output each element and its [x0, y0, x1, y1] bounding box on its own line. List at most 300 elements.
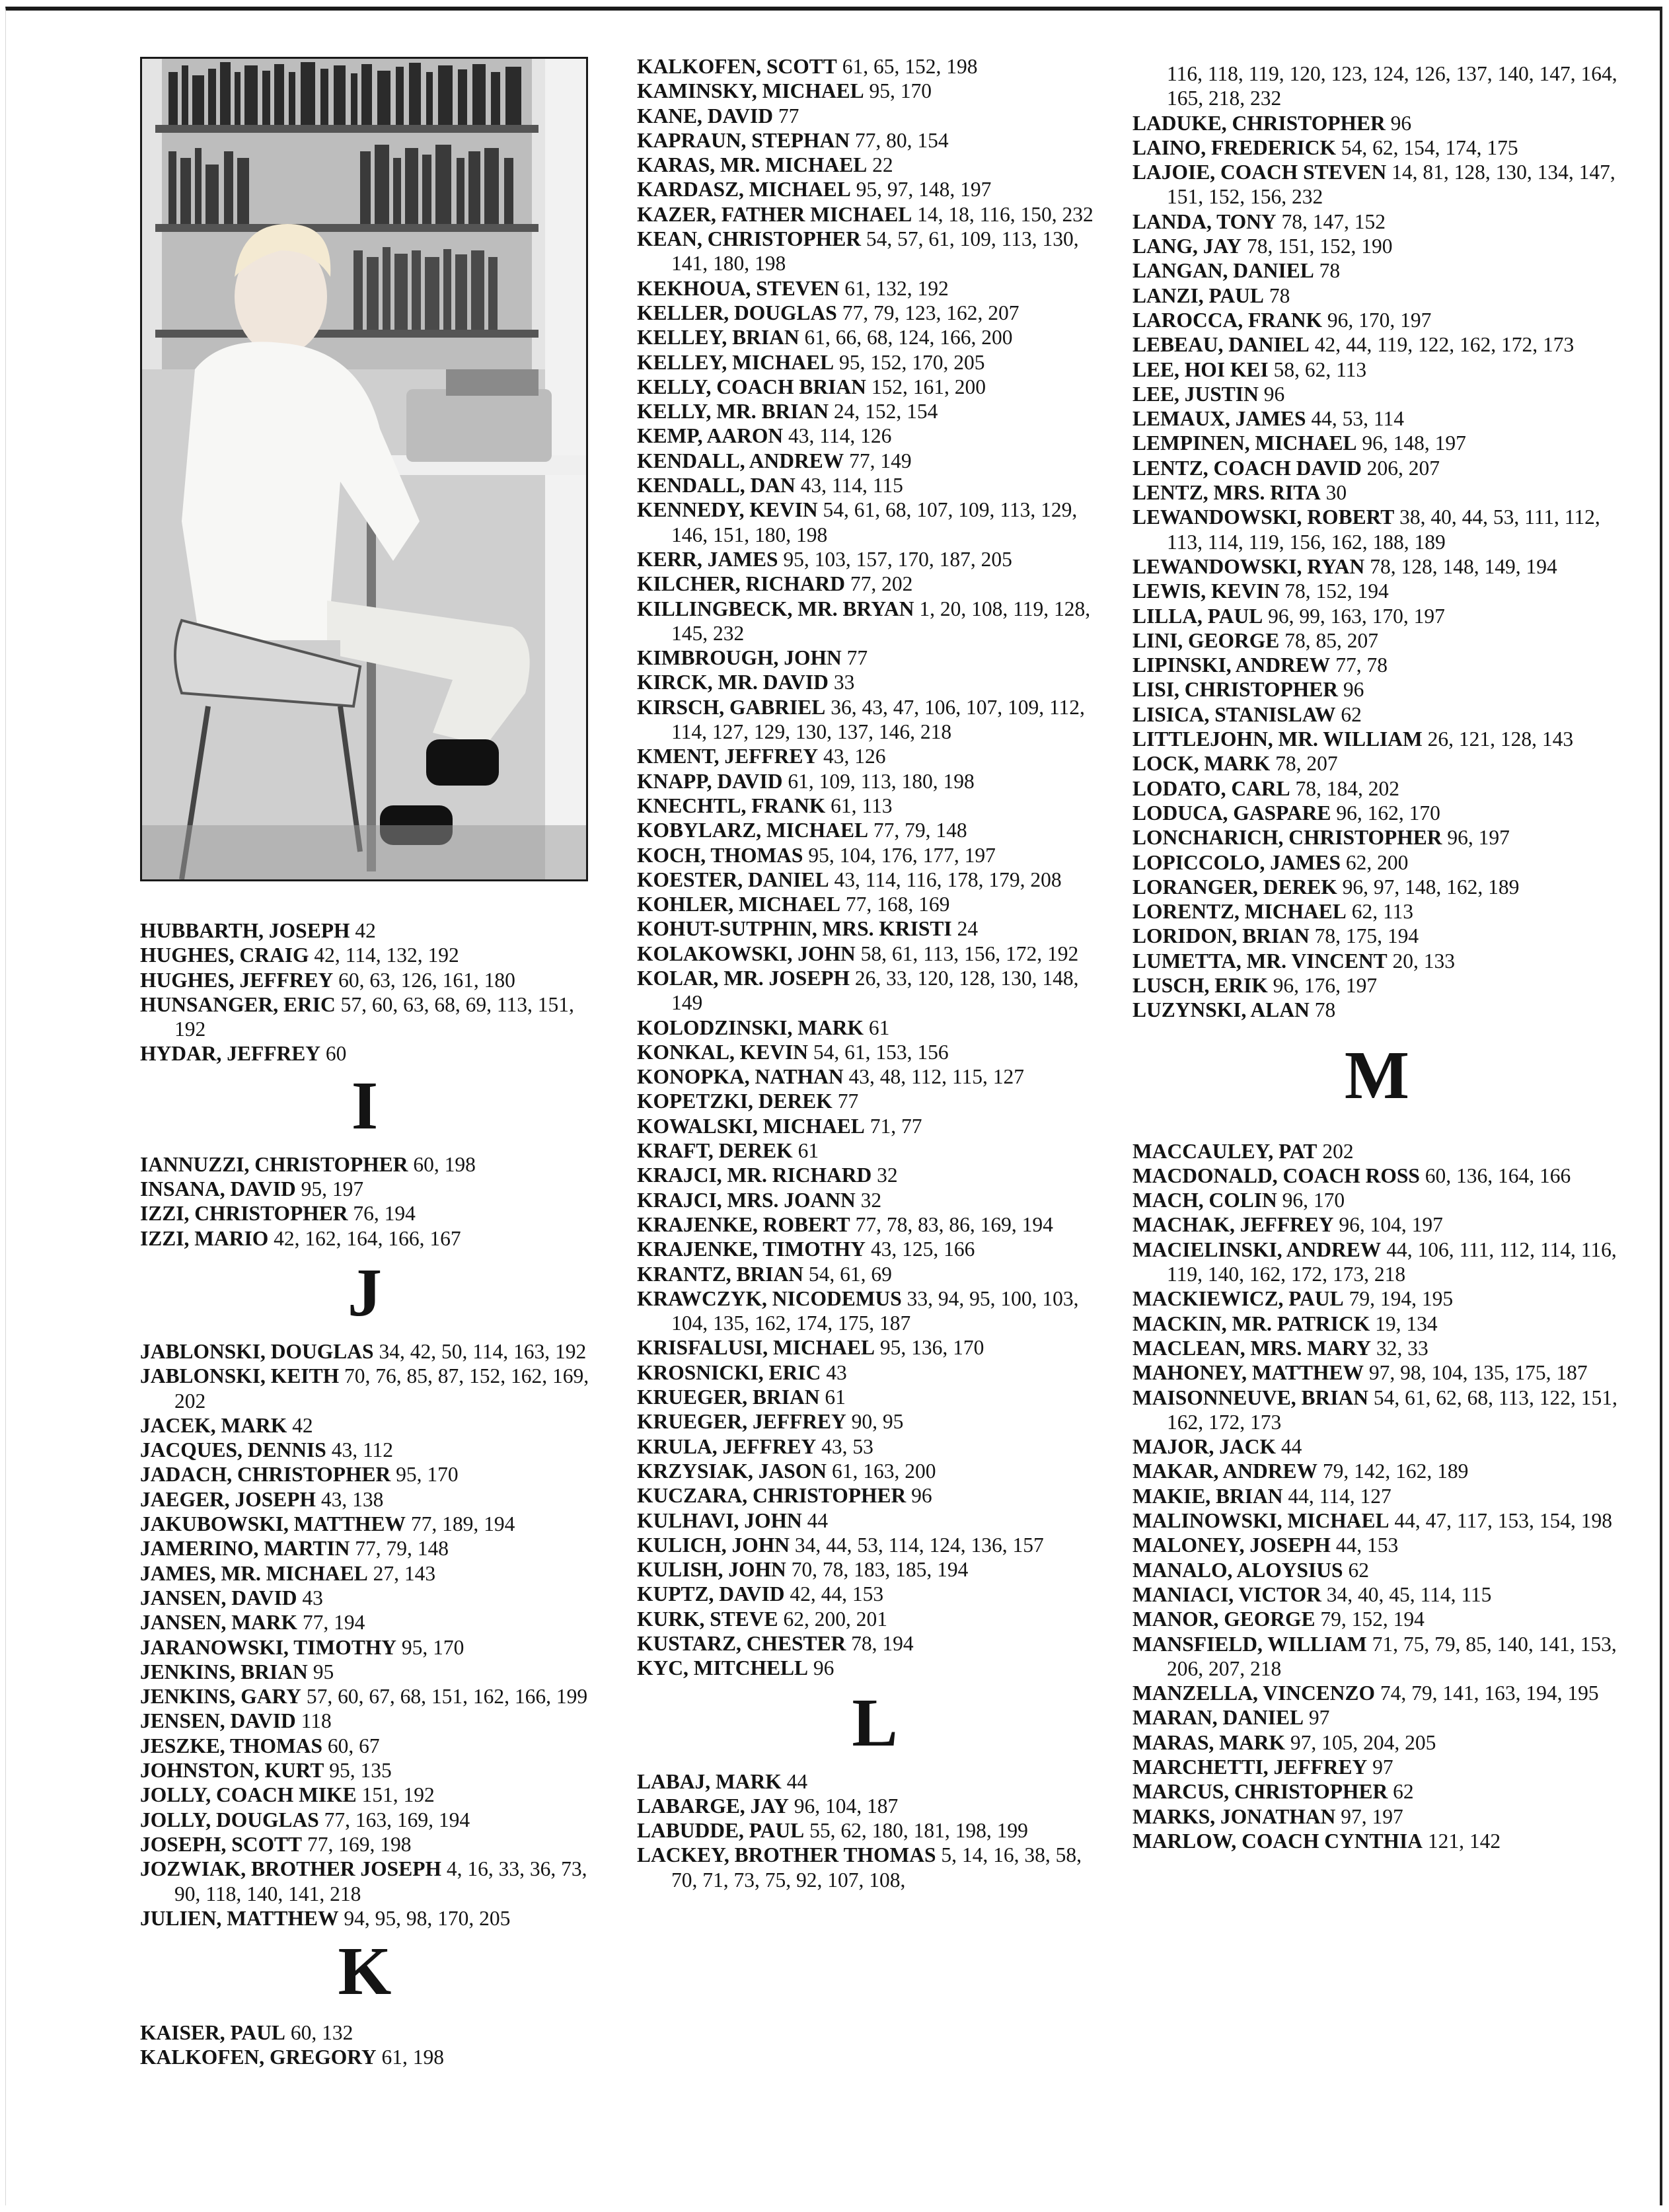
- index-entry: [140, 1635, 589, 1660]
- index-entry-name: LUSCH, ERIK: [1132, 973, 1268, 997]
- index-entry-name: HUNSANGER, ERIC: [140, 992, 336, 1016]
- index-entry-name: KEKHOUA, STEVEN: [637, 276, 840, 300]
- index-entry-name: JANSEN, MARK: [140, 1611, 298, 1635]
- index-entry: [637, 1188, 1113, 1212]
- index-entry: [637, 1040, 1113, 1064]
- index-entry-name: MARCUS, CHRISTOPHER: [1132, 1780, 1388, 1804]
- index-entry-name: KILCHER, RICHARD: [637, 572, 846, 596]
- index-entry-name: KONOPKA, NATHAN: [637, 1065, 844, 1089]
- index-entry-pages: 22: [872, 153, 893, 177]
- index-entry-pages: 43, 53: [821, 1434, 873, 1458]
- index-entry: [637, 645, 1113, 670]
- index-entry: [637, 1114, 1113, 1138]
- index-entry: [140, 1413, 589, 1438]
- index-entry-name: KIMBROUGH, JOHN: [637, 646, 842, 670]
- index-entry-pages: 34, 44, 53, 114, 124, 136, 157: [794, 1533, 1044, 1557]
- index-entry-pages: 42, 44, 153: [790, 1582, 884, 1606]
- index-entry-name: JAEGER, JOSEPH: [140, 1487, 316, 1511]
- index-entry-name: LABAJ, MARK: [637, 1769, 782, 1793]
- index-entry-name: KOBYLARZ, MICHAEL: [637, 819, 869, 842]
- index-entry-pages: 95, 103, 157, 170, 187, 205: [783, 547, 1012, 571]
- index-entry: [1132, 1163, 1621, 1188]
- index-entry: [1132, 332, 1621, 357]
- index-entry-pages: 78: [1269, 283, 1290, 307]
- index-entry: [637, 695, 1113, 745]
- index-entry: [1132, 1705, 1621, 1730]
- index-entry: [637, 1089, 1113, 1113]
- index-entry: [637, 1508, 1113, 1533]
- index-entry-name: KROSNICKI, ERIC: [637, 1360, 821, 1384]
- index-entry-pages: 77: [837, 1089, 859, 1113]
- index-entry: [140, 2020, 589, 2045]
- index-entry-name: KRAFT, DEREK: [637, 1139, 793, 1163]
- index-entry-name: LORENTZ, MICHAEL: [1132, 900, 1347, 924]
- index-entry: [637, 1459, 1113, 1483]
- index-entry-pages: 95, 152, 170, 205: [839, 350, 985, 374]
- index-entry: [140, 1226, 589, 1251]
- index-entry-name: KURK, STEVE: [637, 1607, 778, 1631]
- index-entry-name: LADUKE, CHRISTOPHER: [1132, 111, 1386, 135]
- index-entry-pages: 77, 78, 83, 86, 169, 194: [855, 1212, 1053, 1236]
- index-entry-pages: 95, 170: [401, 1635, 464, 1659]
- index-entry-name: JOHNSTON, KURT: [140, 1759, 324, 1783]
- index-entry-pages: 97: [1372, 1755, 1393, 1779]
- index-entry-pages: 43, 114, 115: [800, 474, 903, 498]
- index-entry-pages: 96, 176, 197: [1273, 973, 1378, 997]
- index-entry-pages: 61: [825, 1385, 846, 1409]
- index-entry-pages: 77, 78: [1335, 653, 1388, 677]
- index-entry: [140, 1177, 589, 1201]
- index-entry: [637, 1557, 1113, 1582]
- index-entry: [637, 1607, 1113, 1631]
- index-entry-name: LACKEY, BROTHER THOMAS: [637, 1843, 936, 1867]
- index-entry: [1132, 875, 1621, 899]
- index-entry-pages: 44: [807, 1508, 829, 1532]
- index-entry-name: LAINO, FREDERICK: [1132, 135, 1337, 159]
- index-entry: [637, 449, 1113, 473]
- index-entry-pages: 1, 20, 108, 119, 128, 145, 232: [671, 597, 1091, 645]
- index-entry-pages: 78, 194: [851, 1632, 914, 1655]
- index-entry-pages: 78, 207: [1275, 752, 1338, 776]
- index-entry-pages: 43: [302, 1586, 323, 1609]
- index-entry-pages: 97, 98, 104, 135, 175, 187: [1368, 1361, 1588, 1385]
- index-entry: [637, 202, 1113, 227]
- index-entry-name: KEAN, CHRISTOPHER: [637, 227, 861, 251]
- index-entry-name: JENKINS, GARY: [140, 1685, 301, 1709]
- index-entry: [1132, 727, 1621, 751]
- index-entry-pages: 74, 79, 141, 163, 194, 195: [1380, 1681, 1599, 1705]
- index-entry-name: KRAWCZYK, NICODEMUS: [637, 1286, 902, 1310]
- index-entry: [637, 916, 1113, 941]
- index-entry-pages: 95, 135: [329, 1759, 392, 1783]
- index-entry-name: KOLAKOWSKI, JOHN: [637, 941, 856, 965]
- index-entry-pages: 54, 61, 153, 156: [813, 1040, 949, 1064]
- index-entry: [637, 1818, 1113, 1843]
- index-entry-name: MACH, COLIN: [1132, 1189, 1277, 1212]
- index-entry-pages: 95, 170: [869, 79, 932, 103]
- index-entry: [140, 968, 589, 992]
- index-entry: [637, 473, 1113, 498]
- index-entry: [140, 1660, 589, 1684]
- index-entry: [140, 1201, 589, 1226]
- index-entry-name: IZZI, CHRISTOPHER: [140, 1202, 348, 1226]
- index-entry-name: KARDASZ, MICHAEL: [637, 178, 851, 202]
- index-entry-pages: 44: [1280, 1435, 1302, 1459]
- index-entry-name: LISICA, STANISLAW: [1132, 702, 1336, 726]
- index-entry-name: KUPTZ, DAVID: [637, 1582, 785, 1606]
- index-entry: [1132, 1459, 1621, 1483]
- index-entry-pages: 77, 169, 198: [307, 1832, 412, 1856]
- index-entry: [637, 818, 1113, 842]
- index-entry: [637, 547, 1113, 571]
- index-entry-pages: 78, 152, 194: [1284, 579, 1389, 603]
- index-entry-pages: 78, 128, 148, 149, 194: [1370, 554, 1557, 578]
- index-entry: [1132, 998, 1621, 1022]
- index-entry-name: LILLA, PAUL: [1132, 604, 1263, 628]
- index-entry-pages: 30: [1325, 481, 1347, 505]
- index-entry-name: KANE, DAVID: [637, 104, 773, 128]
- index-entry: [637, 399, 1113, 424]
- index-entry-name: JOLLY, DOUGLAS: [140, 1808, 319, 1831]
- index-entry-pages: 44, 114, 127: [1288, 1484, 1391, 1508]
- index-entry-name: LANDA, TONY: [1132, 209, 1277, 233]
- index-entry-name: MARKS, JONATHAN: [1132, 1804, 1336, 1828]
- index-entry-name: MACHAK, JEFFREY: [1132, 1213, 1334, 1237]
- index-entry: [1132, 801, 1621, 825]
- index-entry-name: KAMINSKY, MICHAEL: [637, 79, 864, 103]
- section-letter-i: I: [351, 1067, 379, 1144]
- index-entry: [1132, 1533, 1621, 1557]
- index-entry: [637, 1212, 1113, 1237]
- index-entry: [140, 1339, 589, 1364]
- index-entry-pages: 61, 113: [831, 793, 893, 817]
- index-entry: [1132, 1237, 1621, 1287]
- index-entry: [1132, 924, 1621, 948]
- index-entry: [1132, 702, 1621, 727]
- index-entry: [1132, 1558, 1621, 1582]
- index-entry-pages: 19, 134: [1375, 1311, 1438, 1335]
- index-entry-pages: 60, 132: [290, 2021, 353, 2045]
- index-entry-name: LODUCA, GASPARE: [1132, 801, 1331, 825]
- index-entry: [1132, 604, 1621, 628]
- index-entry-pages: 96, 97, 148, 162, 189: [1342, 875, 1520, 899]
- index-entry-name: MAJOR, JACK: [1132, 1435, 1276, 1459]
- index-entry-pages: 61, 132, 192: [844, 276, 949, 300]
- index-entry: [1132, 505, 1621, 554]
- index-entry-pages: 118: [301, 1709, 332, 1733]
- index-entry-pages: 54, 62, 154, 174, 175: [1341, 135, 1518, 159]
- index-entry-name: JESZKE, THOMAS: [140, 1734, 322, 1757]
- index-entry-pages: 54, 57, 61, 109, 113, 130, 141, 180, 198: [671, 227, 1079, 276]
- index-entry-name: JACEK, MARK: [140, 1413, 287, 1437]
- index-entry-name: MACKIEWICZ, PAUL: [1132, 1287, 1344, 1311]
- index-entry: [140, 1152, 589, 1177]
- index-entry-name: MALONEY, JOSEPH: [1132, 1533, 1331, 1557]
- index-entry-name: KRANTZ, BRIAN: [637, 1262, 804, 1286]
- index-entry-pages: 44, 153: [1335, 1533, 1399, 1557]
- index-entry: [637, 1064, 1113, 1089]
- index-entry: [140, 1684, 589, 1709]
- index-entry-name: LEWANDOWSKI, RYAN: [1132, 554, 1365, 578]
- index-entry-pages: 58, 62, 113: [1273, 357, 1367, 381]
- index-entry-pages: 32, 33: [1376, 1336, 1428, 1360]
- section-letter-m: M: [1344, 1037, 1410, 1113]
- index-entry-pages: 77, 79, 148: [355, 1537, 449, 1561]
- index-entry-name: MARCHETTI, JEFFREY: [1132, 1755, 1368, 1779]
- index-entry: [637, 1582, 1113, 1606]
- index-entry: [637, 1138, 1113, 1163]
- index-entry: [637, 744, 1113, 768]
- index-entry-name: INSANA, DAVID: [140, 1177, 296, 1201]
- index-entry: [1132, 1286, 1621, 1311]
- index-entry-name: KNAPP, DAVID: [637, 769, 783, 793]
- index-entry-name: LUMETTA, MR. VINCENT: [1132, 949, 1388, 973]
- index-entry: [637, 1409, 1113, 1434]
- continued-entry-pages: 116, 118, 119, 120, 123, 124, 126, 137, 140, 147, 164, 165, 218, 232: [1167, 62, 1617, 110]
- index-entry: [1132, 1632, 1621, 1681]
- index-entry-name: KUSTARZ, CHESTER: [637, 1632, 846, 1655]
- index-entry-pages: 27, 143: [373, 1561, 436, 1585]
- index-entry: [1132, 1804, 1621, 1829]
- index-entry-pages: 78, 147, 152: [1281, 209, 1386, 233]
- index-entry: [140, 1512, 589, 1536]
- index-entry-pages: 78: [1314, 998, 1336, 1022]
- index-entry-pages: 152, 161, 200: [871, 375, 986, 398]
- index-entry-name: KRULA, JEFFREY: [637, 1434, 817, 1458]
- index-entry-name: LAROCCA, FRANK: [1132, 308, 1322, 332]
- index-column-2: [637, 54, 1113, 1892]
- index-entry: [637, 892, 1113, 916]
- index-entry: [637, 670, 1113, 694]
- index-entry-pages: 77, 149: [849, 449, 912, 472]
- index-entry: [1132, 308, 1621, 332]
- index-entry-pages: 55, 62, 180, 181, 198, 199: [809, 1819, 1028, 1843]
- index-entry: [637, 350, 1113, 375]
- index-entry-pages: 61: [868, 1015, 890, 1039]
- index-entry-pages: 94, 95, 98, 170, 205: [344, 1906, 511, 1930]
- index-entry-pages: 44, 106, 111, 112, 114, 116, 119, 140, 162, 172, 173, 218: [1167, 1237, 1617, 1286]
- index-entry-pages: 96, 104, 197: [1339, 1213, 1443, 1237]
- index-entry-name: KOHUT-SUTPHIN, MRS. KRISTI: [637, 917, 952, 941]
- index-entry: [140, 1610, 589, 1635]
- index-entry-pages: 42: [292, 1413, 313, 1437]
- index-entry-pages: 95, 170: [396, 1463, 459, 1487]
- index-entry-pages: 42: [355, 919, 376, 942]
- index-entry-name: KRAJENKE, ROBERT: [637, 1212, 850, 1236]
- index-entry: [637, 941, 1113, 966]
- index-entry-name: KYC, MITCHELL: [637, 1656, 809, 1680]
- index-entry-name: JOZWIAK, BROTHER JOSEPH: [140, 1857, 441, 1881]
- index-entry-name: LEBEAU, DANIEL: [1132, 333, 1310, 357]
- index-entry-name: JARANOWSKI, TIMOTHY: [140, 1635, 396, 1659]
- index-entry-name: HYDAR, JEFFREY: [140, 1042, 320, 1066]
- index-entry: [1132, 554, 1621, 579]
- index-entry-name: KOESTER, DANIEL: [637, 867, 829, 891]
- index-entry-pages: 26, 121, 128, 143: [1427, 727, 1574, 751]
- index-entry-pages: 96: [1390, 111, 1412, 135]
- index-entry: [140, 1808, 589, 1832]
- index-entry-name: LOCK, MARK: [1132, 752, 1271, 776]
- index-entry: [1132, 160, 1621, 209]
- index-entry-name: LORANGER, DEREK: [1132, 875, 1337, 899]
- index-entry-name: LEE, JUSTIN: [1132, 382, 1259, 406]
- index-entry-pages: 62: [1348, 1558, 1369, 1582]
- index-entry: [1132, 899, 1621, 924]
- index-entry-pages: 60: [325, 1042, 347, 1066]
- index-entry-name: HUGHES, JEFFREY: [140, 968, 334, 992]
- index-entry-name: KENDALL, DAN: [637, 474, 796, 498]
- index-entry-pages: 34, 42, 50, 114, 163, 192: [379, 1339, 587, 1363]
- index-entry: [140, 1734, 589, 1758]
- index-entry-pages: 77: [778, 104, 799, 128]
- index-entry-pages: 26, 33, 120, 128, 130, 148, 149: [671, 966, 1079, 1015]
- index-entry-pages: 5, 14, 16, 38, 58, 70, 71, 73, 75, 92, 107, 108,: [671, 1843, 1082, 1892]
- index-entry: [1132, 1212, 1621, 1237]
- index-entry: [637, 571, 1113, 596]
- index-entry-pages: 61, 198: [381, 2046, 445, 2069]
- index-entry-name: LONCHARICH, CHRISTOPHER: [1132, 826, 1442, 850]
- index-entry-pages: 44, 53, 114: [1311, 407, 1404, 431]
- index-entry-pages: 95, 136, 170: [879, 1336, 984, 1360]
- index-entry: [140, 943, 589, 967]
- index-entry-pages: 78, 151, 152, 190: [1247, 235, 1393, 258]
- index-entry-pages: 96: [911, 1484, 932, 1508]
- index-entry-name: KOWALSKI, MICHAEL: [637, 1114, 865, 1138]
- index-entry-name: KRAJENKE, TIMOTHY: [637, 1237, 866, 1261]
- index-entry: [637, 1237, 1113, 1261]
- index-entry-name: KAISER, PAUL: [140, 2021, 285, 2045]
- index-entry-name: MACCAULEY, PAT: [1132, 1139, 1317, 1163]
- index-entry-name: JABLONSKI, DOUGLAS: [140, 1339, 374, 1363]
- index-entry-pages: 43, 48, 112, 115, 127: [848, 1065, 1024, 1089]
- index-entry-name: LOPICCOLO, JAMES: [1132, 850, 1341, 874]
- index-entry-pages: 33, 94, 95, 100, 103, 104, 135, 162, 174, 175, 187: [671, 1286, 1079, 1335]
- index-entry-name: KRISFALUSI, MICHAEL: [637, 1336, 875, 1360]
- index-entry: [637, 1262, 1113, 1286]
- index-column-1: [140, 918, 589, 2070]
- index-entry-pages: 60, 67: [327, 1734, 380, 1757]
- index-entry-pages: 44: [786, 1769, 808, 1793]
- index-entry: [637, 1335, 1113, 1360]
- index-entry-name: KONKAL, KEVIN: [637, 1040, 809, 1064]
- index-entry: [140, 1709, 589, 1733]
- index-entry: [637, 793, 1113, 818]
- index-entry-name: JAMES, MR. MICHAEL: [140, 1561, 368, 1585]
- index-entry-name: LITTLEJOHN, MR. WILLIAM: [1132, 727, 1423, 751]
- index-entry-pages: 62, 200: [1345, 850, 1409, 874]
- index-entry-name: MACKIN, MR. PATRICK: [1132, 1311, 1370, 1335]
- index-entry-name: KULISH, JOHN: [637, 1558, 786, 1582]
- index-entry-pages: 43, 114, 116, 178, 179, 208: [834, 867, 1062, 891]
- index-entry-pages: 54, 61, 62, 68, 113, 122, 151, 162, 172, 173: [1167, 1385, 1617, 1434]
- index-entry-name: KRZYSIAK, JASON: [637, 1459, 827, 1483]
- index-entry: [637, 301, 1113, 325]
- index-entry: [1132, 579, 1621, 603]
- index-entry: [1132, 825, 1621, 850]
- index-column-3: [1132, 61, 1621, 1853]
- index-entry-name: KAZER, FATHER MICHAEL: [637, 202, 912, 226]
- index-entry-name: LEWANDOWSKI, ROBERT: [1132, 505, 1395, 529]
- index-entry-pages: 43, 114, 126: [788, 424, 892, 448]
- index-entry-pages: 77, 80, 154: [854, 128, 949, 152]
- index-entry-pages: 43, 126: [823, 745, 886, 768]
- index-entry: [637, 1286, 1113, 1336]
- index-entry: [1132, 431, 1621, 455]
- index-entry-name: MACDONALD, COACH ROSS: [1132, 1163, 1420, 1187]
- index-entry-name: LIPINSKI, ANDREW: [1132, 653, 1331, 677]
- index-entry: [1132, 1582, 1621, 1607]
- index-entry-pages: 96: [1263, 382, 1285, 406]
- index-entry: [140, 1536, 589, 1561]
- index-entry-name: KOCH, THOMAS: [637, 843, 803, 867]
- index-entry-pages: 77, 189, 194: [410, 1512, 515, 1536]
- index-entry: [637, 104, 1113, 128]
- index-entry: [1132, 382, 1621, 406]
- index-entry-name: JENSEN, DAVID: [140, 1709, 296, 1733]
- index-entry-name: IZZI, MARIO: [140, 1226, 269, 1250]
- index-entry: [1132, 111, 1621, 135]
- index-entry-pages: 62, 200, 201: [783, 1607, 887, 1631]
- index-entry-pages: 77, 79, 123, 162, 207: [842, 301, 1020, 324]
- index-entry-pages: 78, 184, 202: [1295, 776, 1399, 800]
- index-entry-pages: 71, 77: [870, 1114, 922, 1138]
- index-entry-name: KELLER, DOUGLAS: [637, 301, 837, 324]
- section-letter-k: K: [338, 1933, 392, 2010]
- index-entry-pages: 42, 162, 164, 166, 167: [274, 1226, 461, 1250]
- index-entry-name: HUGHES, CRAIG: [140, 943, 309, 967]
- index-entry-pages: 43, 112: [331, 1438, 394, 1462]
- index-entry-pages: 60, 136, 164, 166: [1425, 1163, 1571, 1187]
- index-entry: [140, 1462, 589, 1487]
- index-entry-pages: 32: [860, 1188, 882, 1212]
- index-entry-name: MAISONNEUVE, BRIAN: [1132, 1385, 1369, 1409]
- index-entry-name: JADACH, CHRISTOPHER: [140, 1463, 391, 1487]
- index-entry: [1132, 357, 1621, 382]
- index-entry-name: LEMAUX, JAMES: [1132, 407, 1306, 431]
- index-entry-name: MARLOW, COACH CYNTHIA: [1132, 1829, 1423, 1853]
- index-entry-pages: 79, 152, 194: [1320, 1607, 1425, 1631]
- index-entry: [637, 1769, 1113, 1794]
- index-entry: [1132, 1385, 1621, 1435]
- index-entry: [1132, 1755, 1621, 1779]
- index-entry: [1132, 776, 1621, 801]
- index-entry: [1132, 973, 1621, 998]
- index-entry-name: JACQUES, DENNIS: [140, 1438, 326, 1462]
- index-entry: [637, 1015, 1113, 1040]
- index-entry-name: LUZYNSKI, ALAN: [1132, 998, 1310, 1022]
- index-entry: [637, 1163, 1113, 1187]
- index-entry-pages: 38, 40, 44, 53, 111, 112, 113, 114, 119, 156, 162, 188, 189: [1167, 505, 1600, 554]
- index-entry-pages: 77, 168, 169: [845, 893, 950, 916]
- index-entry: [140, 1857, 589, 1906]
- index-entry-name: LAJOIE, COACH STEVEN: [1132, 161, 1387, 184]
- index-entry-name: LEMPINEN, MICHAEL: [1132, 431, 1357, 455]
- index-entry-pages: 20, 133: [1392, 949, 1455, 973]
- index-entry: [637, 1360, 1113, 1385]
- index-entry: [637, 177, 1113, 202]
- index-entry-pages: 34, 40, 45, 114, 115: [1326, 1582, 1492, 1606]
- index-entry: [1132, 1484, 1621, 1508]
- index-entry: [1132, 677, 1621, 702]
- index-entry: [637, 843, 1113, 867]
- index-entry-pages: 96, 104, 187: [794, 1794, 899, 1818]
- index-entry: [1132, 1311, 1621, 1336]
- index-entry-pages: 202: [1322, 1139, 1354, 1163]
- index-entry-name: KULICH, JOHN: [637, 1533, 790, 1557]
- index-entry: [140, 1758, 589, 1783]
- index-entry-pages: 95: [313, 1660, 334, 1683]
- index-entry: [1132, 456, 1621, 480]
